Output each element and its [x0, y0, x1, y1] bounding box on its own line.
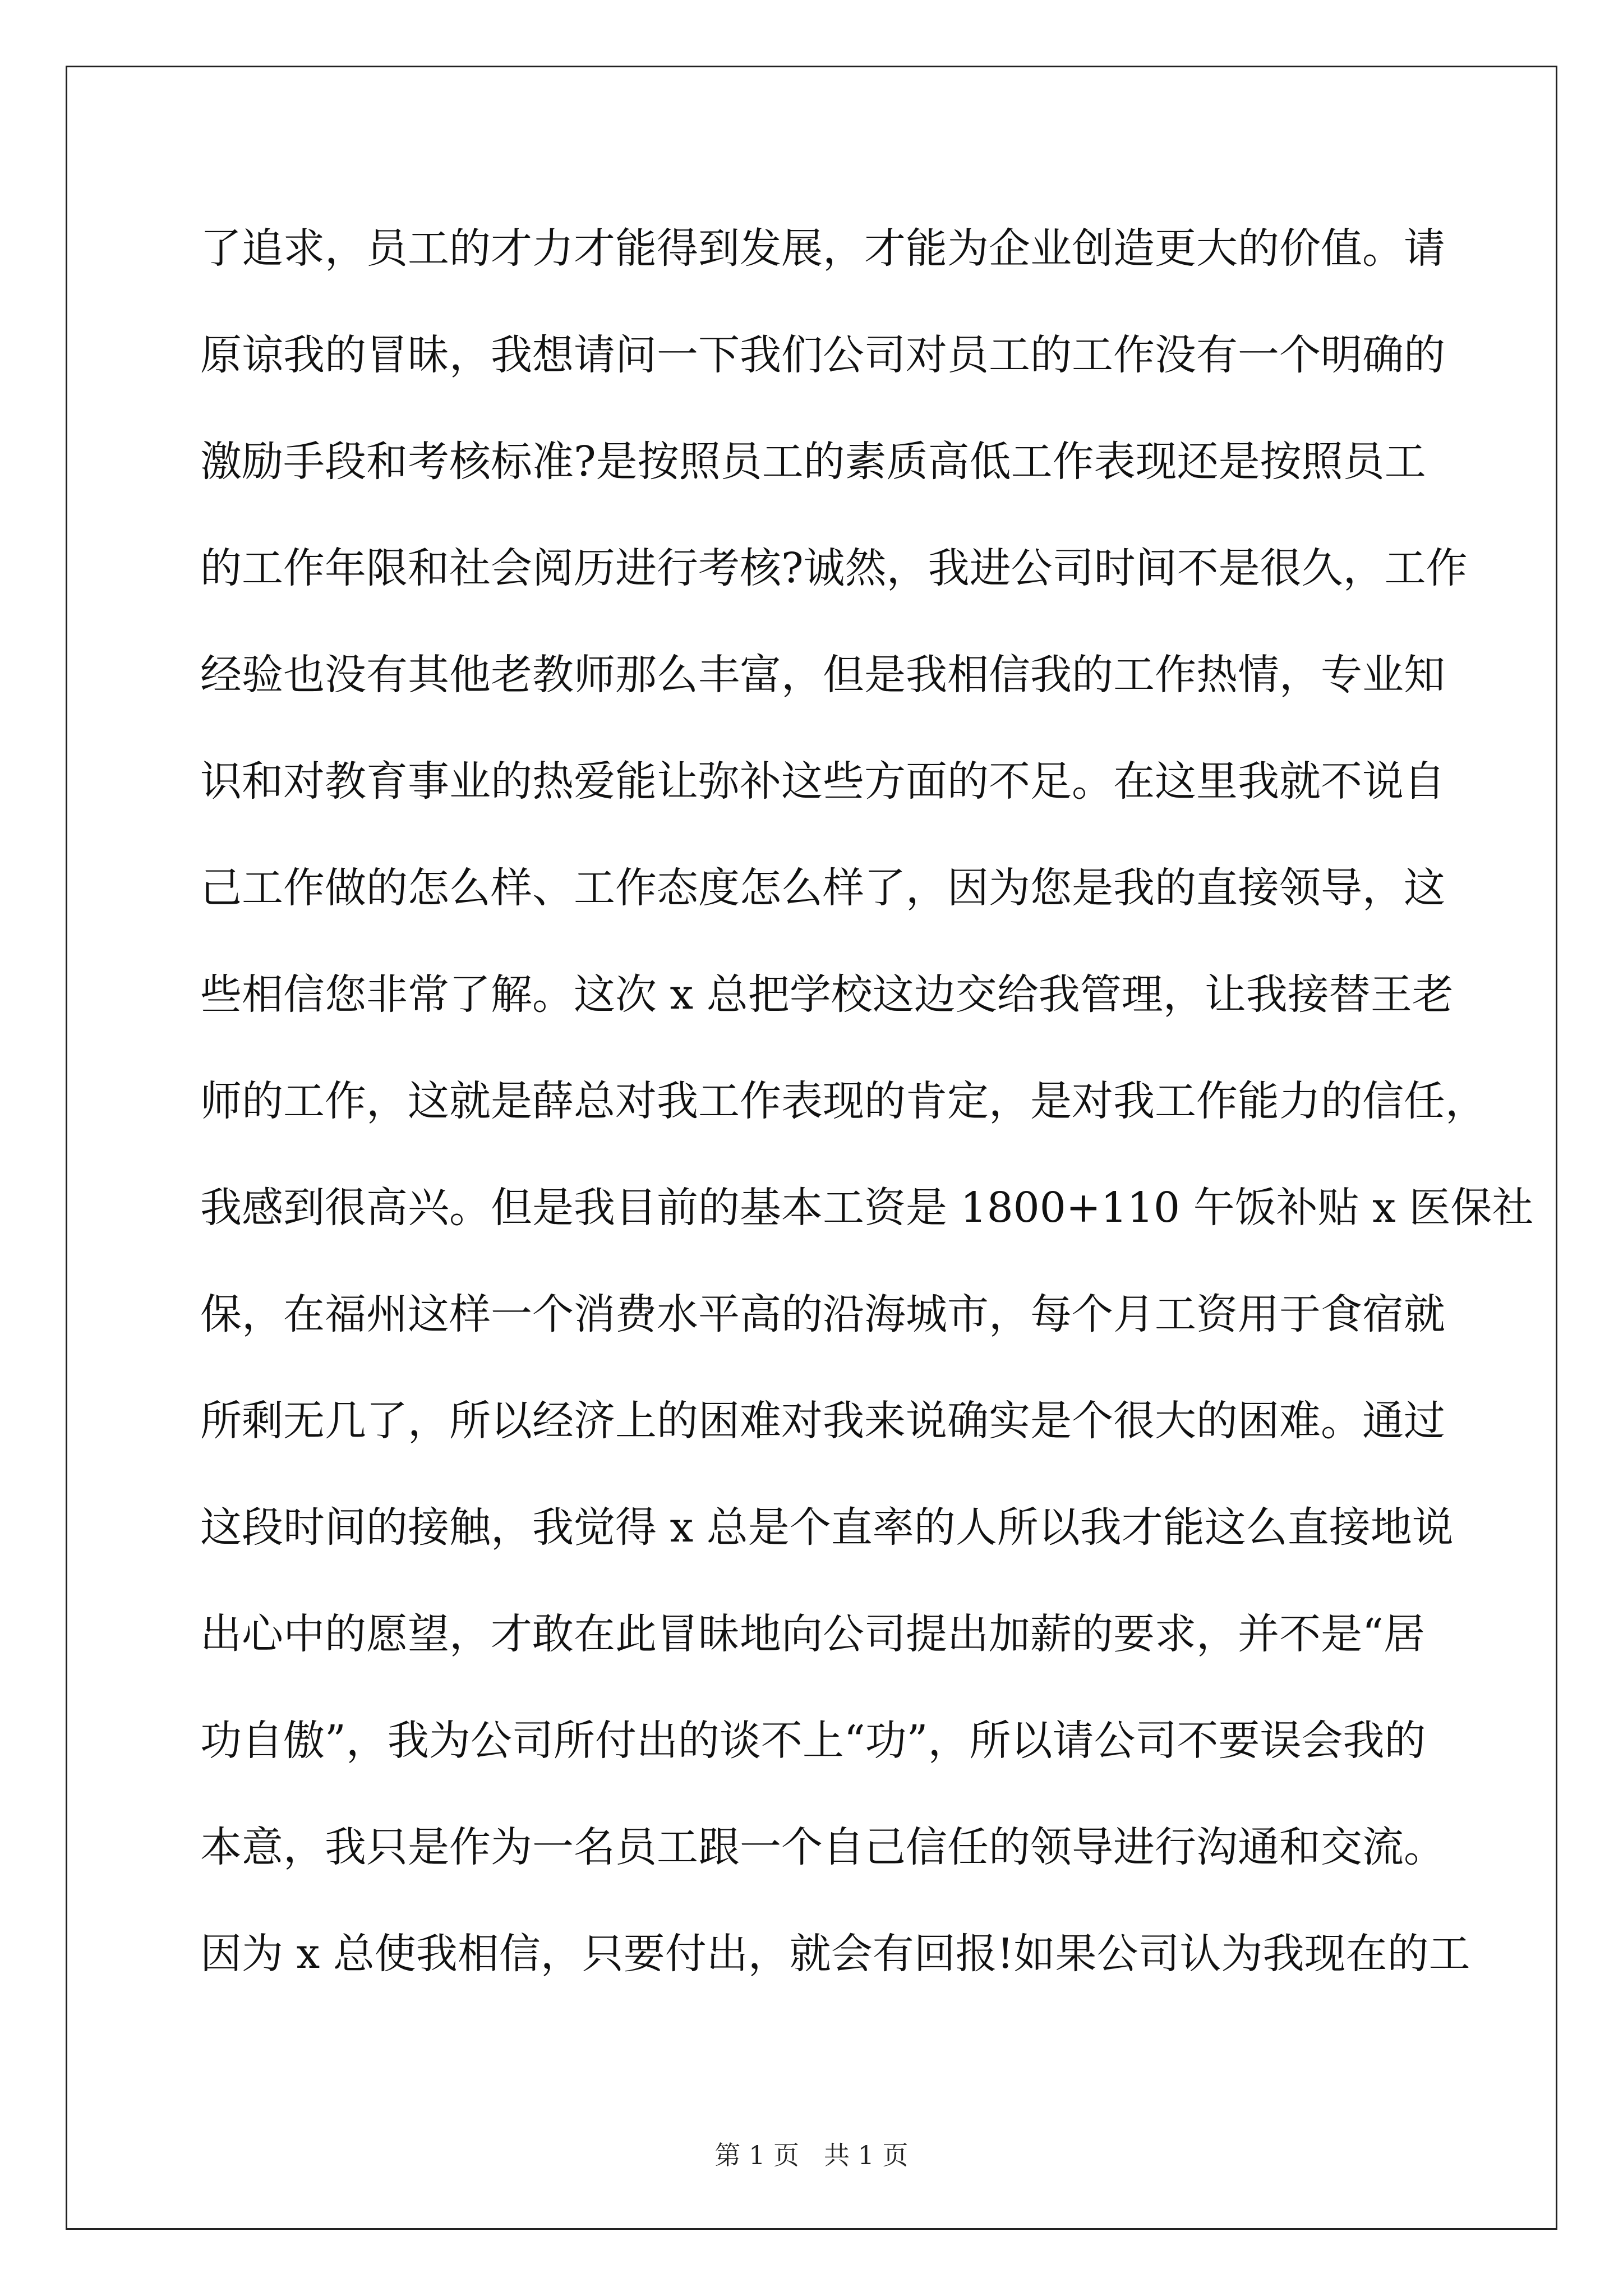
body-text [200, 215, 1534, 2027]
text-line: 本意，我只是作为一名员工跟一个自己信任的领导进行沟通和交流。 [200, 1823, 1445, 1871]
text-line: 经验也没有其他老教师那么丰富，但是我相信我的工作热情，专业知 [200, 651, 1445, 699]
text-line: 所剩无几了，所以经济上的困难对我来说确实是个很大的困难。通过 [200, 1397, 1445, 1445]
page-number: 第 1 页 [714, 2140, 800, 2170]
text-line: 了追求，员工的才力才能得到发展，才能为企业创造更大的价值。请 [200, 224, 1445, 273]
page-total: 共 1 页 [823, 2140, 909, 2170]
text-line: 功自傲”，我为公司所付出的谈不上“功”，所以请公司不要误会我的 [200, 1717, 1426, 1765]
text-line: 识和对教育事业的热爱能让弥补这些方面的不足。在这里我就不说自 [200, 757, 1445, 806]
text-line: 些相信您非常了解。这次 x 总把学校这边交给我管理，让我接替王老 [200, 970, 1454, 1019]
text-line: 师的工作，这就是薛总对我工作表现的肯定，是对我工作能力的信任， [200, 1077, 1487, 1125]
text-line: 己工作做的怎么样、工作态度怎么样了，因为您是我的直接领导，这 [200, 864, 1445, 912]
text-line: 原谅我的冒昧，我想请问一下我们公司对员工的工作没有一个明确的 [200, 331, 1445, 379]
text-line: 保，在福州这样一个消费水平高的沿海城市，每个月工资用于食宿就 [200, 1290, 1445, 1338]
text-line: 我感到很高兴。但是我目前的基本工资是 1800+110 午饭补贴 x 医保社 [200, 1184, 1534, 1232]
text-line: 因为 x 总使我相信，只要付出，就会有回报!如果公司认为我现在的工 [200, 1930, 1470, 1978]
text-line: 这段时间的接触，我觉得 x 总是个直率的人所以我才能这么直接地说 [200, 1503, 1454, 1552]
page-footer [0, 2138, 1623, 2172]
text-line: 出心中的愿望，才敢在此冒昧地向公司提出加薪的要求，并不是“居 [200, 1610, 1425, 1658]
text-line: 激励手段和考核标准?是按照员工的素质高低工作表现还是按照员工 [200, 438, 1426, 486]
text-line: 的工作年限和社会阅历进行考核?诚然，我进公司时间不是很久，工作 [200, 544, 1468, 592]
